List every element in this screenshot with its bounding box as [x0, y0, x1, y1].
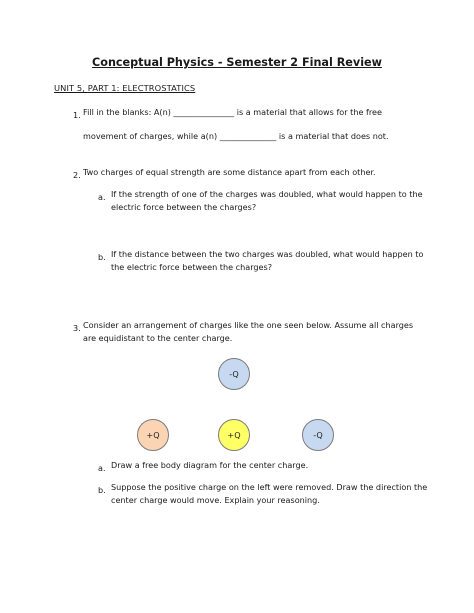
question-2b-letter: b.	[98, 252, 106, 262]
question-1-line-1: Fill in the blanks: A(n) _______________ is a material that allows for the free	[83, 107, 382, 117]
question-2-text: Two charges of equal strength are some distance apart from each other.	[83, 167, 376, 177]
question-2b-text: If the distance between the two charges was doubled, what would happen to the electric force between the charges?	[111, 249, 424, 272]
question-3-number: 3.	[73, 323, 81, 333]
question-2a-text: If the strength of one of the charges was doubled, what would happen to the electric force between the charges?	[111, 189, 423, 212]
question-3a-letter: a.	[98, 463, 106, 473]
page-title: Conceptual Physics - Semester 2 Final Review	[92, 56, 382, 69]
charge-left	[137, 419, 169, 451]
question-3a-text: Draw a free body diagram for the center charge.	[111, 460, 309, 470]
question-3b-letter: b.	[98, 485, 106, 495]
question-3-text: Consider an arrangement of charges like the one seen below. Assume all charges are equidistant to the center charge.	[83, 320, 414, 343]
question-2a-letter: a.	[98, 192, 106, 202]
charge-top	[218, 358, 250, 390]
question-2-number: 2.	[73, 170, 81, 180]
charge-right	[302, 419, 334, 451]
question-1-line-2: movement of charges, while a(n) ______________ is a material that does not.	[83, 131, 389, 141]
charge-center-label: +Q	[227, 430, 241, 440]
charge-left-label: +Q	[146, 430, 160, 440]
question-3b-text: Suppose the positive charge on the left were removed. Draw the direction the center charge would move. Explain your reasoning.	[111, 482, 428, 505]
question-1-number: 1.	[73, 110, 81, 120]
charge-top-label: -Q	[229, 369, 239, 379]
unit-heading: UNIT 5, PART 1: ELECTROSTATICS	[54, 83, 196, 93]
charge-right-label: -Q	[313, 430, 323, 440]
charge-center	[218, 419, 250, 451]
